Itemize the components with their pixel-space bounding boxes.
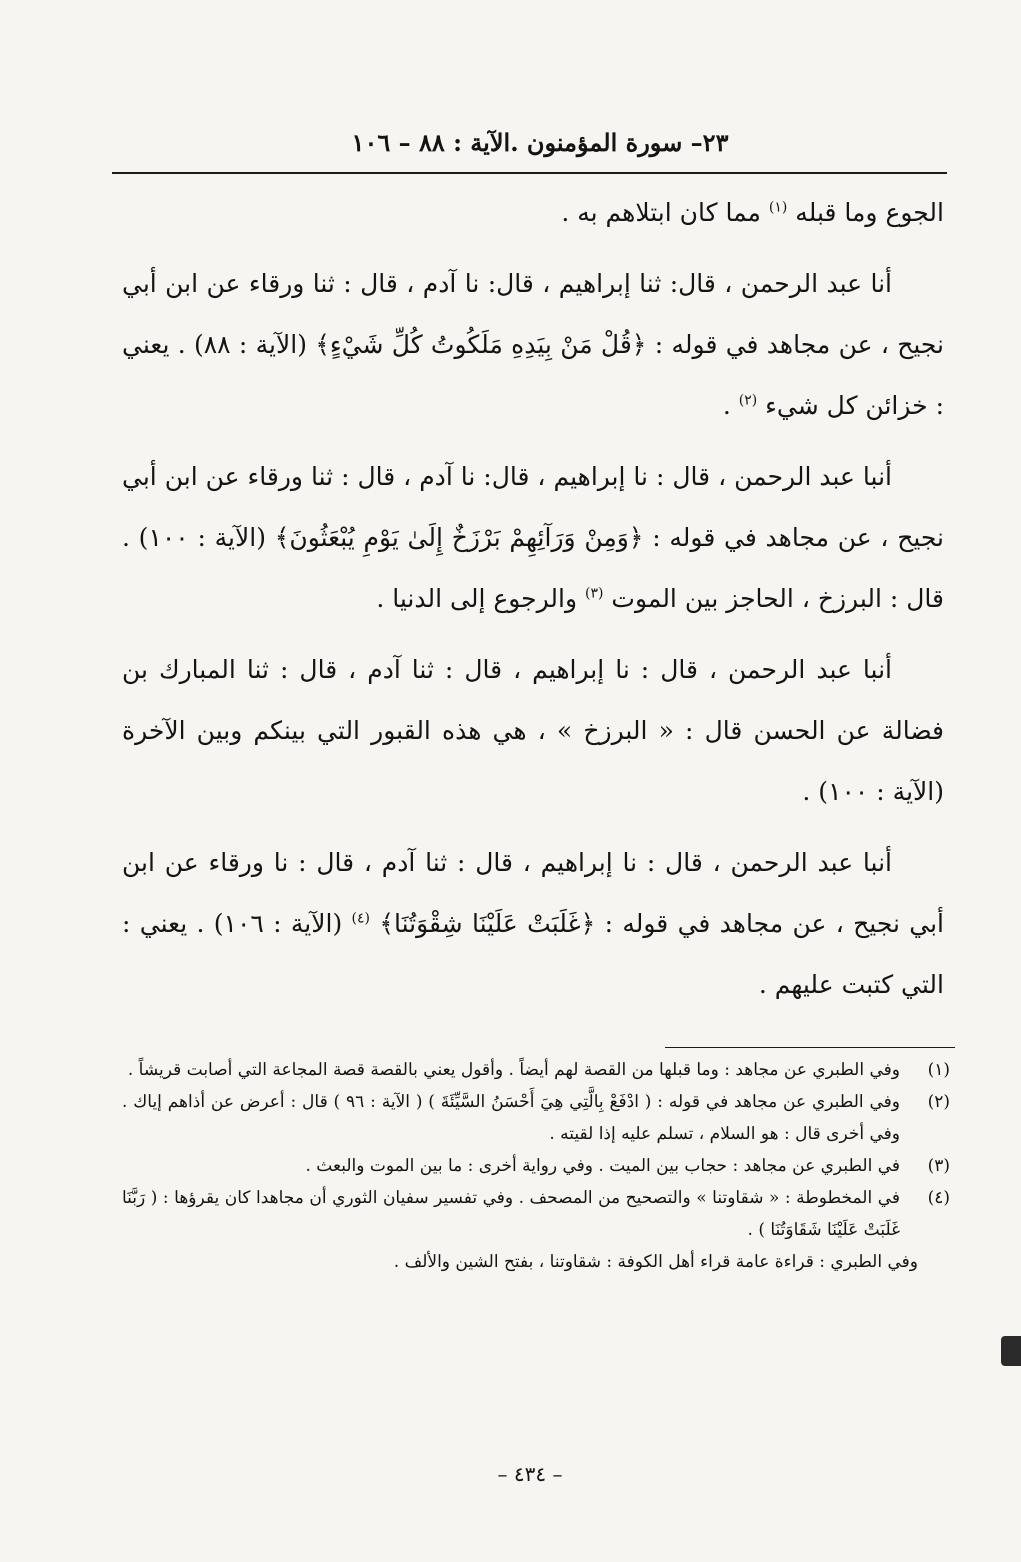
footnote-number: (٢) bbox=[927, 1092, 950, 1112]
paragraph bbox=[122, 182, 944, 243]
paragraph-text: مما كان ابتلاهم به . bbox=[561, 198, 769, 227]
paragraph bbox=[122, 446, 944, 629]
footnote-text: في المخطوطة : « شقاوتنا » والتصحيح من المصحف . وفي تفسير سفيان الثوري أن مجاهدا كان يقرؤها : ( رَبَّنَا غَلَبَتْ عَلَيْنَا شَقَاوَتُنَا ) . bbox=[122, 1188, 900, 1240]
footnote-ref: (٤) bbox=[351, 910, 371, 927]
footnote-text: وفي الطبري : قراءة عامة قراء أهل الكوفة : شقاوتنا ، بفتح الشين والألف . bbox=[393, 1252, 918, 1272]
footnote bbox=[122, 1054, 950, 1086]
paragraph bbox=[122, 639, 944, 822]
paragraph-text: والرجوع إلى الدنيا . bbox=[376, 584, 585, 613]
paragraph-text: أنا عبد الرحمن ، قال: ثنا إبراهيم ، قال: نا آدم ، قال : ثنا ورقاء عن ابن أبي نجيح ، عن مجاهد في قوله : ﴿قُلْ مَنْ بِيَدِهِ مَلَكُوتُ كُلِّ شَيْءٍ﴾ (الآية : ٨٨) . يعني : خزائن كل شيء bbox=[122, 269, 944, 420]
footnote-number: (٣) bbox=[927, 1156, 950, 1176]
footnote-ref: (٢) bbox=[738, 392, 758, 409]
page-number: – ٤٣٤ – bbox=[497, 1462, 563, 1486]
header-rule bbox=[112, 172, 947, 174]
running-header: ٢٣– سورة المؤمنون .الآية : ٨٨ – ١٠٦ bbox=[351, 128, 729, 157]
paragraph-text: أنبا عبد الرحمن ، قال : نا إبراهيم ، قال : ثنا آدم ، قال : نا ورقاء عن ابن أبي نجيح ، عن مجاهد في قوله : ﴿غَلَبَتْ عَلَيْنَا شِقْوَتُنَا﴾ bbox=[122, 848, 944, 938]
paragraph-text: أنبا عبد الرحمن ، قال : نا إبراهيم ، قال : ثنا آدم ، قال : ثنا المبارك بن فضالة عن الحسن قال : « البرزخ » ، هي هذه القبور التي بينكم وبين الآخرة (الآية : ١٠٠) . bbox=[122, 655, 944, 806]
footnote bbox=[122, 1086, 950, 1150]
footnote-number: (١) bbox=[927, 1060, 950, 1080]
footnote bbox=[122, 1246, 950, 1278]
footnote-text: في الطبري عن مجاهد : حجاب بين الميت . وفي رواية أخرى : ما بين الموت والبعث . bbox=[305, 1156, 900, 1176]
page-edge-mark bbox=[1001, 1336, 1021, 1366]
paragraph-text: الجوع وما قبله bbox=[787, 198, 944, 227]
footnote-text: وفي الطبري عن مجاهد : وما قبلها من القصة لهم أيضاً . وأقول يعني بالقصة قصة المجاعة التي أصابت قريشاً . bbox=[127, 1060, 900, 1080]
paragraph bbox=[122, 832, 944, 1015]
footnote bbox=[122, 1150, 950, 1182]
main-text bbox=[122, 182, 944, 1025]
footnote-number: (٤) bbox=[927, 1188, 950, 1208]
footnote-rule bbox=[665, 1047, 955, 1048]
footnote-ref: (١) bbox=[768, 199, 788, 216]
footnote-text: وفي الطبري عن مجاهد في قوله : ( ادْفَعْ بِالَّتِي هِيَ أَحْسَنُ السَّيِّئَةَ ) ( الآية : ٩٦ ) قال : أعرض عن أذاهم إياك . وفي أخرى قال : هو السلام ، تسلم عليه إذا لقيته . bbox=[122, 1092, 900, 1144]
footnotes bbox=[122, 1054, 950, 1278]
paragraph-text: أنبا عبد الرحمن ، قال : نا إبراهيم ، قال: نا آدم ، قال : ثنا ورقاء عن ابن أبي نجيح ، عن مجاهد في قوله : ﴿وَمِنْ وَرَآئِهِمْ بَرْزَخٌ إِلَىٰ يَوْمِ يُبْعَثُونَ﴾ (الآية : ١٠٠) . قال : البرزخ ، الحاجز بين الموت bbox=[122, 462, 944, 613]
paragraph-text: . bbox=[722, 391, 739, 420]
footnote bbox=[122, 1182, 950, 1246]
paragraph bbox=[122, 253, 944, 436]
paragraph-text: (الآية : ١٠٦) . يعني : التي كتبت عليهم . bbox=[122, 909, 944, 999]
footnote-ref: (٣) bbox=[585, 585, 604, 602]
